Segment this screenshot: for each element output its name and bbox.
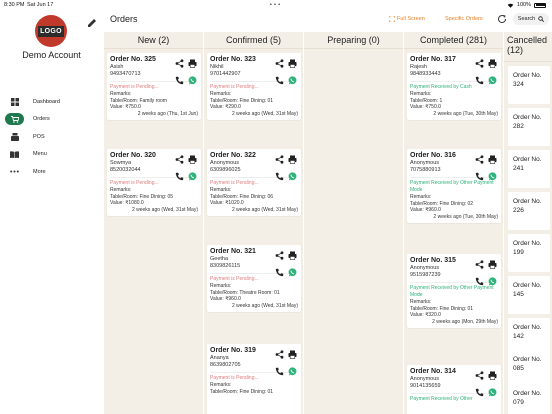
dashboard-icon <box>5 96 24 108</box>
cancelled-order-card[interactable]: Order No. 324 <box>508 66 550 104</box>
customer-phone: 9014135659 <box>410 383 441 389</box>
order-time: 2 weeks ago (Wed, 31st May) <box>231 206 298 213</box>
column-title: Confirmed (5) <box>204 32 303 49</box>
order-value: Value: ₹290.0 <box>210 104 241 110</box>
share-icon[interactable] <box>175 59 184 68</box>
share-icon[interactable] <box>275 59 284 68</box>
order-table: Table/Room: 1 <box>410 97 443 104</box>
order-value: Value: ₹1080.0 <box>110 200 144 206</box>
phone-icon[interactable] <box>475 277 484 286</box>
whatsapp-icon[interactable] <box>188 76 197 85</box>
order-number: Order No. 314 <box>410 368 456 375</box>
full-screen-label: Full Screen <box>397 16 425 22</box>
cancelled-order-card[interactable]: Order No. 226 <box>508 192 550 230</box>
cancelled-order-card[interactable]: Order No. 142 <box>508 318 550 356</box>
column-cancelled <box>503 32 552 414</box>
status-bar <box>0 0 552 10</box>
order-remarks: Remarks: <box>110 187 132 193</box>
order-value: Value: ₹960.0 <box>210 296 241 302</box>
multitasking-dots[interactable]: • • • <box>270 2 281 8</box>
order-card[interactable] <box>207 344 301 414</box>
share-icon[interactable] <box>475 371 484 380</box>
whatsapp-icon[interactable] <box>488 172 497 181</box>
payment-status: Payment is Pending... <box>210 276 259 282</box>
customer-name: Nikhil <box>210 64 224 70</box>
order-card[interactable] <box>407 365 501 414</box>
order-value: Value: ₹960.0 <box>410 207 441 213</box>
sidebar-item-label: Menu <box>33 151 47 158</box>
print-icon[interactable] <box>188 155 197 164</box>
sidebar-item-label: POS <box>33 133 45 140</box>
status-time: 8:30 PM <box>4 2 25 8</box>
customer-name: Sowmya <box>110 160 132 166</box>
full-screen-button[interactable] <box>389 16 425 22</box>
order-table: Table/Room: Fine Dining: 02 <box>410 200 474 207</box>
order-value: Value: ₹750.0 <box>410 104 441 110</box>
customer-phone: 8520032044 <box>110 167 141 173</box>
customer-phone: 8309826115 <box>210 263 241 269</box>
customer-name: Geetha <box>210 256 229 262</box>
customer-name: Anonymous <box>210 160 240 166</box>
order-value: Value: ₹750.0 <box>110 104 141 110</box>
print-icon[interactable] <box>288 155 297 164</box>
print-icon[interactable] <box>288 251 297 260</box>
logo-text: LOGO <box>38 26 64 37</box>
order-time: 2 weeks ago (Tue, 30th May) <box>433 213 498 220</box>
order-time: 2 weeks ago (Wed, 31st May) <box>231 110 298 117</box>
order-remarks: Remarks: <box>110 91 132 97</box>
order-card[interactable] <box>407 254 501 328</box>
print-icon[interactable] <box>488 371 497 380</box>
page-title: Orders <box>110 14 138 24</box>
whatsapp-icon[interactable] <box>288 76 297 85</box>
order-remarks: Remarks: <box>410 299 432 305</box>
order-table: Table/Room: Fine Dining: 06 <box>210 193 274 200</box>
phone-icon[interactable] <box>275 367 284 376</box>
order-card[interactable] <box>107 53 201 120</box>
customer-phone: 9848933443 <box>410 71 441 77</box>
print-icon[interactable] <box>188 59 197 68</box>
payment-status: Payment Received by Other Payment Mode <box>410 180 494 193</box>
payment-status: Payment is Pending... <box>210 84 259 90</box>
phone-icon[interactable] <box>275 172 284 181</box>
cancelled-order-card[interactable]: Order No. 199 <box>508 234 550 272</box>
order-card[interactable] <box>407 53 501 120</box>
payment-status: Payment Received by Other Payment Mode <box>410 285 494 298</box>
order-time: 2 weeks ago (Wed, 31st May) <box>231 302 298 309</box>
menu-book-icon <box>5 148 24 160</box>
edit-icon[interactable] <box>87 18 97 28</box>
share-icon[interactable] <box>275 155 284 164</box>
order-remarks: Remarks: <box>210 187 232 193</box>
cancelled-order-card[interactable]: Order No. 079 <box>508 384 550 414</box>
whatsapp-icon[interactable] <box>288 172 297 181</box>
sidebar-item-dashboard[interactable] <box>5 93 100 111</box>
share-icon[interactable] <box>275 350 284 359</box>
phone-icon[interactable] <box>475 388 484 397</box>
order-table: Table/Room: Fine Dining: 01 <box>210 388 274 395</box>
print-icon[interactable] <box>288 59 297 68</box>
sidebar-item-label: More <box>33 168 46 175</box>
column-new <box>103 32 203 414</box>
search-label: Search <box>517 16 536 22</box>
customer-name: Rajesh <box>410 64 428 70</box>
search-button[interactable] <box>513 13 549 25</box>
fullscreen-icon <box>389 16 395 22</box>
whatsapp-icon[interactable] <box>188 172 197 181</box>
print-icon[interactable] <box>488 260 497 269</box>
status-date: Sat Jun 17 <box>27 2 54 8</box>
whatsapp-icon[interactable] <box>288 367 297 376</box>
customer-phone: 7075880913 <box>410 167 441 173</box>
phone-icon[interactable] <box>475 76 484 85</box>
order-time: 2 weeks ago (Tue, 30th May) <box>433 110 498 117</box>
sidebar-item-label: Orders <box>33 116 50 123</box>
share-icon[interactable] <box>475 155 484 164</box>
sidebar <box>0 10 103 414</box>
battery-icon <box>534 3 546 8</box>
order-table: Table/Room: Fine Dining: 05 <box>110 193 174 200</box>
cart-icon <box>5 113 24 125</box>
order-number: Order No. 322 <box>210 152 256 159</box>
payment-status: Payment is Pending... <box>210 180 259 186</box>
column-confirmed <box>203 32 303 414</box>
order-table: Table/Room: Fine Dining: 01 <box>410 305 474 312</box>
order-card[interactable] <box>207 149 301 216</box>
whatsapp-icon[interactable] <box>288 268 297 277</box>
share-icon[interactable] <box>475 59 484 68</box>
order-number: Order No. 315 <box>410 257 456 264</box>
order-value: Value: ₹320.0 <box>410 312 441 318</box>
pos-icon <box>5 131 24 143</box>
order-number: Order No. 320 <box>110 152 156 159</box>
order-card[interactable] <box>207 245 301 312</box>
order-table: Table/Room: Theatre Room: 01 <box>210 289 280 296</box>
order-time: 2 weeks ago (Thu, 1st Jun) <box>137 110 198 117</box>
column-completed <box>403 32 503 414</box>
phone-icon[interactable] <box>275 268 284 277</box>
order-number: Order No. 325 <box>110 56 156 63</box>
sidebar-item-orders[interactable] <box>5 111 100 129</box>
order-time: 2 weeks ago (Mon, 29th May) <box>432 318 498 325</box>
order-number: Order No. 319 <box>210 347 256 354</box>
share-icon[interactable] <box>475 260 484 269</box>
customer-phone: 8639802705 <box>210 362 241 368</box>
wifi-icon <box>507 3 514 8</box>
column-title: Preparing (0) <box>304 32 403 49</box>
logo <box>35 15 67 47</box>
orders-header <box>103 10 552 32</box>
shop-name: Demo Account <box>22 50 81 60</box>
print-icon[interactable] <box>488 59 497 68</box>
customer-name: Anonymous <box>410 376 440 382</box>
order-remarks: Remarks: <box>210 91 232 97</box>
payment-status: Payment is Pending... <box>110 84 159 90</box>
column-preparing <box>303 32 403 414</box>
specific-orders-button[interactable] <box>445 16 483 22</box>
print-icon[interactable] <box>288 350 297 359</box>
customer-name: Asish <box>110 64 124 70</box>
customer-phone: 9701442907 <box>210 71 241 77</box>
sidebar-item-label: Dashboard <box>33 98 60 105</box>
order-table: Table/Room: Fine Dining: 01 <box>210 97 274 104</box>
order-number: Order No. 316 <box>410 152 456 159</box>
payment-status: Payment is Pending... <box>110 180 159 186</box>
cancelled-order-card[interactable]: Order No. 145 <box>508 276 550 314</box>
sidebar-item-pos[interactable] <box>5 128 100 146</box>
payment-status: Payment Received by Cash <box>410 84 472 90</box>
column-title: New (2) <box>104 32 203 49</box>
phone-icon[interactable] <box>275 76 284 85</box>
customer-name: Anonymous <box>410 265 440 271</box>
search-icon <box>538 16 544 22</box>
battery-percent: 100% <box>516 2 531 8</box>
whatsapp-icon[interactable] <box>488 388 497 397</box>
order-number: Order No. 317 <box>410 56 456 63</box>
order-remarks: Remarks: <box>210 283 232 289</box>
order-time: 2 weeks ago (Wed, 31st May) <box>131 206 198 213</box>
customer-phone: 9493470713 <box>110 71 141 77</box>
cancelled-order-card[interactable]: Order No. 282 <box>508 108 550 146</box>
phone-icon[interactable] <box>175 76 184 85</box>
print-icon[interactable] <box>488 155 497 164</box>
order-value: Value: ₹1020.0 <box>210 200 244 206</box>
payment-status: Payment is Pending... <box>210 375 259 381</box>
order-number: Order No. 321 <box>210 248 256 255</box>
more-icon <box>5 166 24 178</box>
phone-icon[interactable] <box>175 172 184 181</box>
customer-phone: 6309896025 <box>210 167 241 173</box>
customer-name: Ananya <box>210 355 229 361</box>
order-table: Table/Room: Family room <box>110 97 167 104</box>
customer-phone: 9515987239 <box>410 272 441 278</box>
order-remarks: Remarks: <box>410 194 432 200</box>
sidebar-item-menu[interactable] <box>5 146 100 164</box>
whatsapp-icon[interactable] <box>488 277 497 286</box>
sidebar-item-more[interactable] <box>5 163 100 181</box>
payment-status: Payment Received by Other <box>410 396 473 402</box>
column-title: Cancelled (12) <box>504 32 552 62</box>
order-card[interactable] <box>207 53 301 120</box>
cancelled-order-card[interactable]: Order No. 085 <box>508 350 550 388</box>
order-number: Order No. 323 <box>210 56 256 63</box>
phone-icon[interactable] <box>475 172 484 181</box>
refresh-icon[interactable] <box>497 14 507 24</box>
sidebar-nav <box>5 93 100 181</box>
share-icon[interactable] <box>175 155 184 164</box>
order-card[interactable] <box>407 149 501 223</box>
specific-orders-label: Specific Orders <box>445 16 483 22</box>
cancelled-order-card[interactable]: Order No. 241 <box>508 150 550 188</box>
whatsapp-icon[interactable] <box>488 76 497 85</box>
order-card[interactable] <box>107 149 201 216</box>
order-remarks: Remarks: <box>410 91 432 97</box>
order-remarks: Remarks: <box>210 382 232 388</box>
share-icon[interactable] <box>275 251 284 260</box>
customer-name: Anonymous <box>410 160 440 166</box>
column-title: Completed (281) <box>404 32 503 49</box>
orders-board <box>103 32 552 414</box>
